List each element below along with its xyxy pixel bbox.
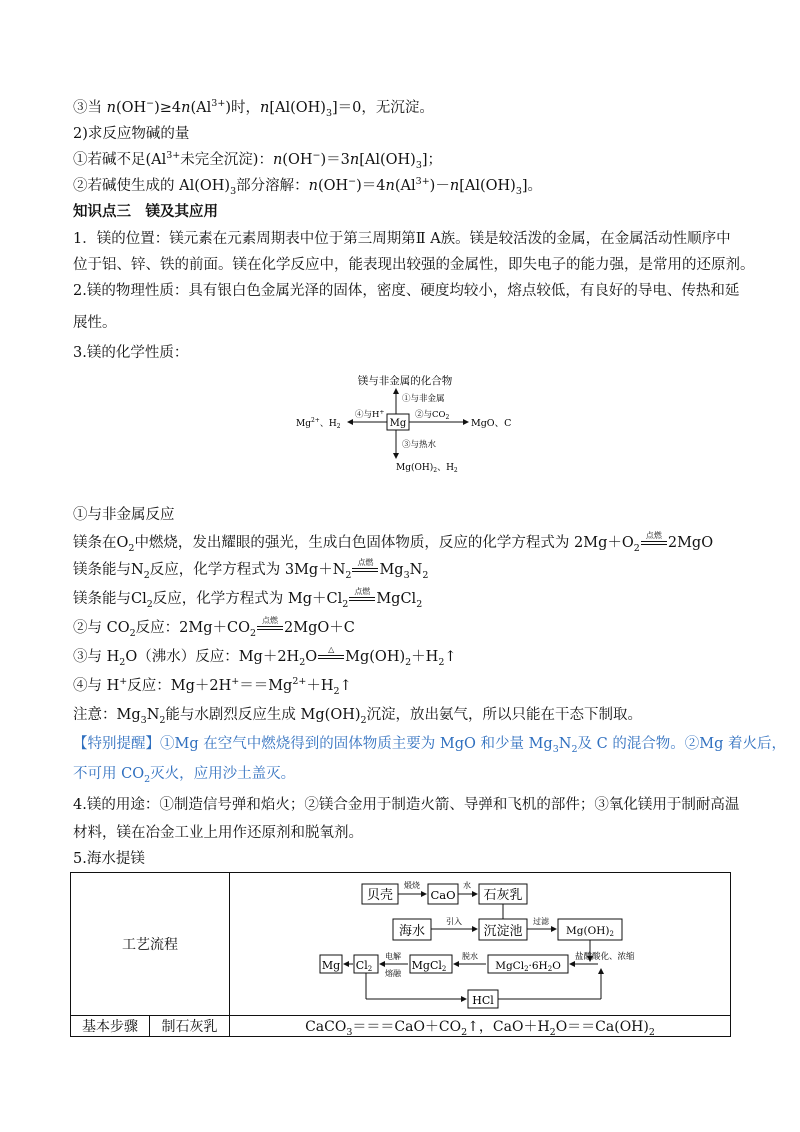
note-mg3n2: 注意：$Mg_3N_2$能与水剧烈反应生成 $Mg(OH)_2$沉淀，放出氨气，所以只能在干态下制取。 (73, 707, 643, 726)
table-row-flow (71, 873, 731, 1016)
mg-property-diagram (290, 372, 520, 482)
node-cl2: Cl2 (355, 959, 373, 973)
process-table (70, 872, 731, 1037)
label-filter: 过滤 (533, 917, 549, 926)
label-mg2-h2: $Mg^{2+}$、$H_2$ (296, 417, 341, 430)
paragraph-physical-1: 2.镁的物理性质：具有银白色金属光泽的固体，密度、硬度均较小，熔点较低，有良好的导电、传热和延 (73, 283, 740, 299)
label-calcine: 煅烧 (404, 881, 420, 890)
reaction-mg-co2: ②与 $CO_2$反应：$2Mg+CO_2$ 点燃 2MgO＋C (73, 616, 355, 639)
section-title: 知识点三 镁及其应用 (73, 203, 218, 220)
paragraph-position-1: 1．镁的位置：镁元素在元素周期表中位于第三周期第Ⅱ A族。镁是较活泼的金属，在金属活动性顺序中 (73, 231, 731, 247)
node-mgoh2: Mg(OH)2 (566, 925, 614, 938)
label-molten: 熔融 (385, 969, 401, 978)
seawater-mg-flowchart (230, 873, 730, 1015)
cell-flow-diagram (230, 873, 731, 1016)
cell-step-equation: $CaCO_3===CaO+CO_2↑$，$CaO+H_2O==Ca(OH)_2$ (230, 1016, 731, 1037)
paragraph-seawater-heading: 5.海水提镁 (73, 851, 145, 867)
node-mgcl2: MgCl2 (411, 959, 447, 973)
label-water: 水 (463, 881, 471, 890)
node-hcl: HCl (472, 994, 494, 1007)
paragraph-uses-1: 4.镁的用途：①制造信号弹和焰火；②镁合金用于制造火箭、导弹和飞机的部件；③氧化镁用于制耐高温 (73, 797, 740, 813)
reaction-mg-water: ③与 $H_2O$（沸水）反应：$Mg+2H_2O$ △ $Mg(OH)_2+H_2↑$ (73, 645, 457, 668)
label-acidify: 盐酸酸化、浓缩 (575, 952, 635, 962)
node-limemilk: 石灰乳 (483, 888, 523, 903)
diagram-top-label: 镁与非金属的化合物 (357, 375, 453, 387)
special-tip-line-1: 【特别提醒】①Mg 在空气中燃烧得到的固体物质主要为 MgO 和少量 $Mg_3N_2$及 C 的混合物。②Mg 着火后， (73, 736, 787, 755)
label-mgoh2-h2: $Mg(OH)_2$、$H_2$ (396, 463, 458, 474)
text-line-base-dissolve: ②若碱使生成的 $Al(OH)_3$部分溶解：$n(OH^-)=4n(Al^{3+})-n[Al(OH)_3]$。 (73, 176, 543, 197)
paragraph-physical-2: 展性。 (73, 315, 117, 331)
reaction-mg-cl2: 镁条能与$Cl_2$反应，化学方程式为 $Mg+Cl_2$ 点燃 MgCl$_2$ (73, 587, 423, 610)
node-mgcl2-hydrate: MgCl2·6H2O (495, 960, 561, 973)
node-tank: 沉淀池 (483, 924, 523, 939)
paragraph-uses-2: 材料，镁在冶金工业上用作还原剂和脱氧剂。 (73, 825, 363, 841)
paragraph-chemical-heading: 3.镁的化学性质： (73, 345, 189, 361)
reaction-heading-nonmetal: ①与非金属反应 (73, 507, 175, 523)
paragraph-position-2: 位于铝、锌、铁的前面。镁在化学反应中，能表现出较强的金属性，即失电子的能力强，是常用的还原剂。 (73, 257, 755, 273)
text-line-heading-base: 2)求反应物碱的量 (73, 126, 190, 142)
node-seawater: 海水 (398, 924, 426, 939)
node-cao: CaO (430, 888, 456, 902)
special-tip-line-2: 不可用 $CO_2$灭火，应用沙土盖灭。 (73, 766, 296, 785)
text-line-oh-excess: ③当 $n(OH^-)\ge 4n(Al^{3+})$时，$n[Al(OH)_3]=0$，无沉淀。 (73, 98, 434, 119)
node-shell: 贝壳 (366, 888, 394, 903)
node-mg: Mg (321, 959, 341, 972)
cell-flow-label: 工艺流程 (71, 873, 230, 1016)
reaction-mg-n2: 镁条能与$N_2$反应，化学方程式为 $3Mg+N_2$ 点燃 $Mg_3N_2$ (73, 558, 429, 581)
label-electrolysis: 电解 (385, 952, 401, 961)
label-hot-water: ③与热水 (402, 440, 437, 450)
text-line-base-insufficient: ①若碱不足($Al^{3+}$未完全沉淀)：$n(OH^-)=3n[Al(OH)_3]$； (73, 150, 443, 171)
table-row-step (71, 1016, 731, 1037)
label-dehydrate: 脱水 (462, 952, 478, 961)
label-mgo-c: MgO、C (471, 418, 512, 429)
mg-center-label: Mg (389, 418, 407, 429)
label-h-plus: ④与H+ (355, 409, 385, 420)
label-intro: 引入 (446, 917, 462, 926)
cell-step-label: 基本步骤 (71, 1016, 150, 1037)
label-co2: ②与$CO_2$ (415, 410, 450, 421)
reaction-mg-o2: 镁条在$O_2$中燃烧，发出耀眼的强光，生成白色固体物质，反应的化学方程式为 $2Mg+O_2$ 点燃 2MgO (73, 531, 714, 554)
reaction-mg-acid: ④与 H+反应：$Mg+2H^+==Mg^{2+}+H_2↑$ (73, 676, 352, 697)
cell-step-name: 制石灰乳 (150, 1016, 230, 1037)
label-nonmetal: ①与非金属 (402, 394, 445, 404)
